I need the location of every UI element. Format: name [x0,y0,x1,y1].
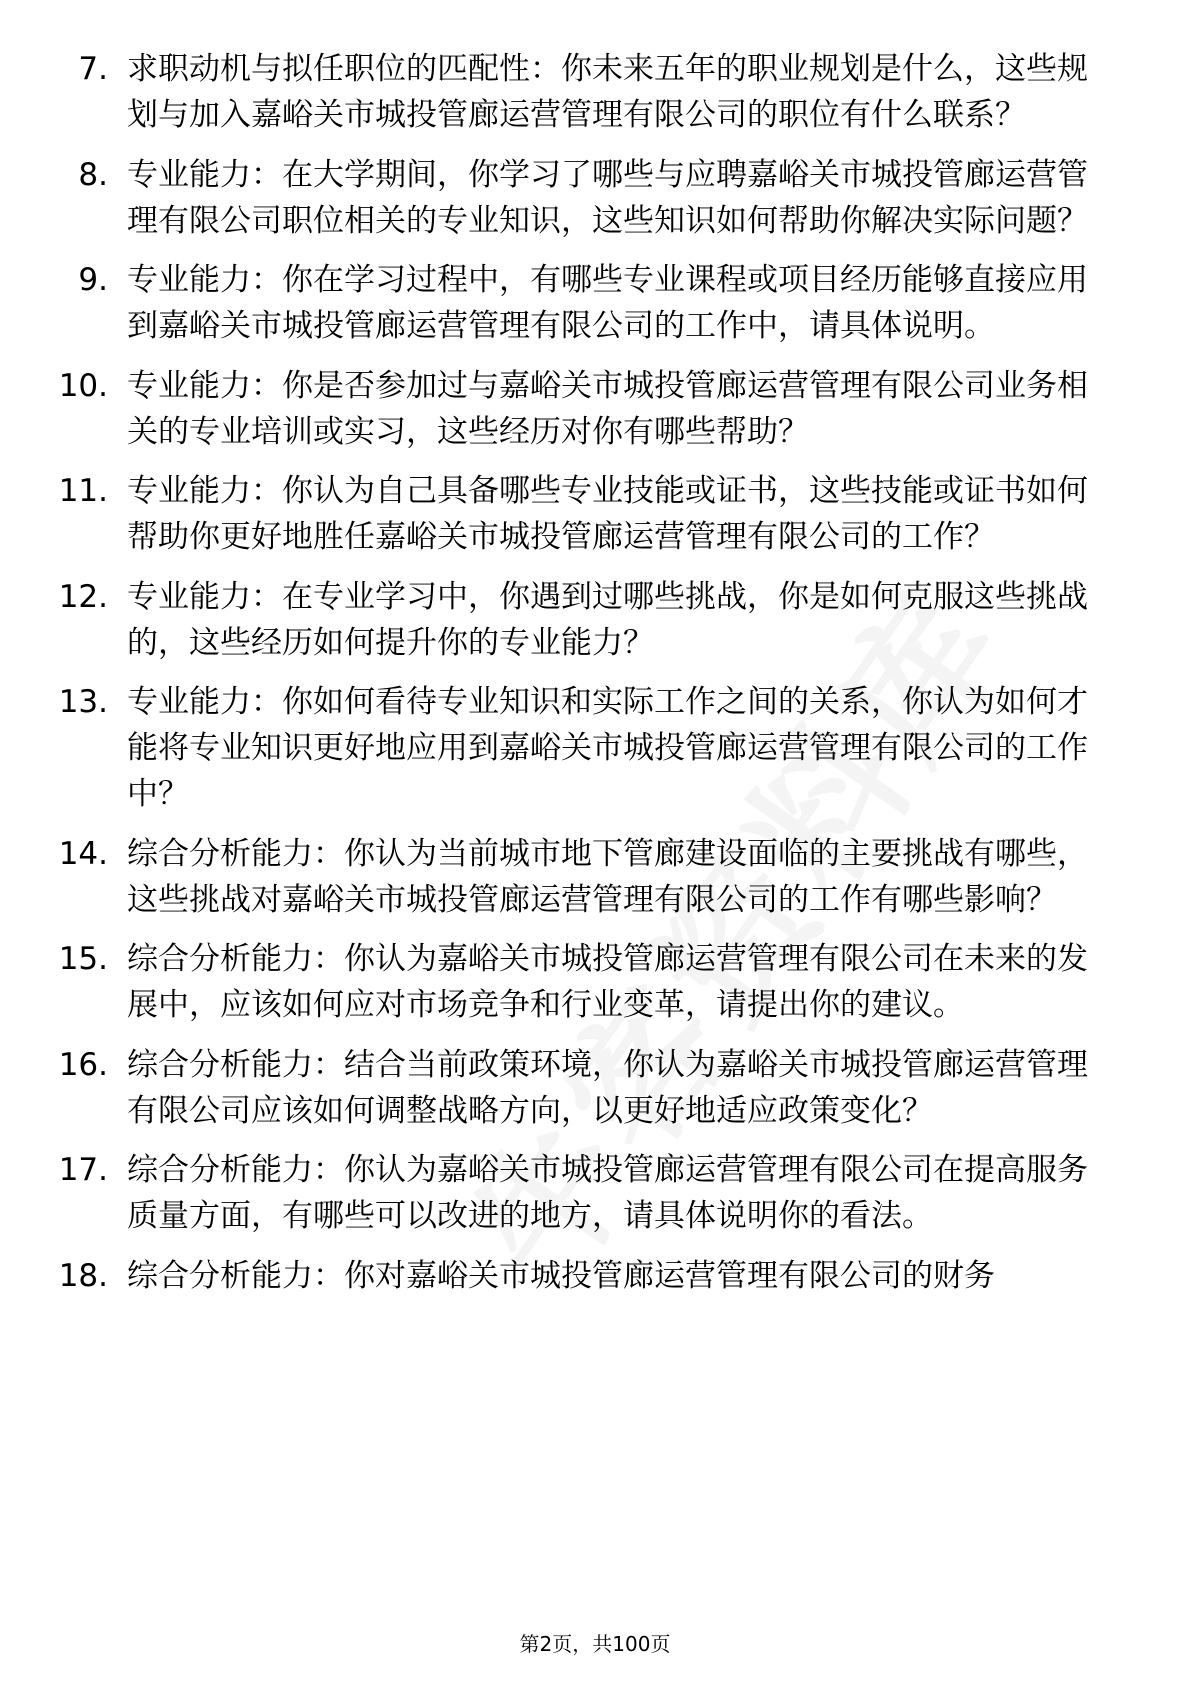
question-number: 7. [78,51,108,87]
question-text: 求职动机与拟任职位的匹配性：你未来五年的职业规划是什么，这些规划与加入嘉峪关市城投管廊运营管理有限公司的职位有什么联系？ [127,51,1088,133]
question-item [0,1253,1190,1299]
question-text: 专业能力：在大学期间，你学习了哪些与应聘嘉峪关市城投管廊运营管理有限公司职位相关的专业知识，这些知识如何帮助你解决实际问题？ [127,156,1088,239]
question-text: 综合分析能力：你认为嘉峪关市城投管廊运营管理有限公司在提高服务质量方面，有哪些可以改进的地方，请具体说明你的看法。 [127,1152,1088,1234]
question-item [0,1147,1190,1239]
question-text: 综合分析能力：你认为当前城市地下管廊建设面临的主要挑战有哪些，这些挑战对嘉峪关市城投管廊运营管理有限公司的工作有哪些影响？ [127,835,1088,918]
question-list [0,46,1190,1312]
question-text: 综合分析能力：你对嘉峪关市城投管廊运营管理有限公司的财务 [127,1257,995,1294]
question-item [0,152,1190,244]
question-text: 综合分析能力：结合当前政策环境，你认为嘉峪关市城投管廊运营管理有限公司应该如何调整战略方向，以更好地适应政策变化？ [127,1046,1088,1129]
question-text: 专业能力：你是否参加过与嘉峪关市城投管廊运营管理有限公司业务相关的专业培训或实习，这些经历对你有哪些帮助？ [127,367,1088,450]
question-number: 17. [58,1152,108,1188]
question-number: 16. [58,1046,108,1083]
question-text: 专业能力：你如何看待专业知识和实际工作之间的关系，你认为如何才能将专业知识更好地应用到嘉峪关市城投管廊运营管理有限公司的工作中？ [127,684,1088,812]
question-number: 9. [78,262,108,298]
question-item [0,257,1190,349]
question-text: 专业能力：你在学习过程中，有哪些专业课程或项目经历能够直接应用到嘉峪关市城投管廊运营管理有限公司的工作中，请具体说明。 [127,262,1088,344]
question-item [0,46,1190,138]
question-item [0,1042,1190,1134]
page-footer: 第2页，共100页 [519,1632,671,1656]
question-number: 13. [58,684,108,720]
question-item [0,363,1190,455]
question-text: 专业能力：在专业学习中，你遇到过哪些挑战，你是如何克服这些挑战的，这些经历如何提升你的专业能力？ [127,578,1088,661]
question-item [0,679,1190,817]
question-number: 12. [58,578,108,615]
question-number: 15. [58,941,108,977]
question-number: 18. [58,1257,108,1294]
question-text: 专业能力：你认为自己具备哪些专业技能或证书，这些技能或证书如何帮助你更好地胜任嘉峪关市城投管廊运营管理有限公司的工作？ [127,473,1088,555]
question-number: 8. [78,156,108,193]
question-item [0,831,1190,923]
question-number: 10. [58,367,108,404]
question-number: 14. [58,835,108,872]
question-number: 11. [58,473,108,509]
question-text: 综合分析能力：你认为嘉峪关市城投管廊运营管理有限公司在未来的发展中，应该如何应对市场竞争和行业变革，请提出你的建议。 [127,941,1088,1023]
question-item [0,936,1190,1028]
question-item [0,468,1190,560]
question-item [0,574,1190,666]
